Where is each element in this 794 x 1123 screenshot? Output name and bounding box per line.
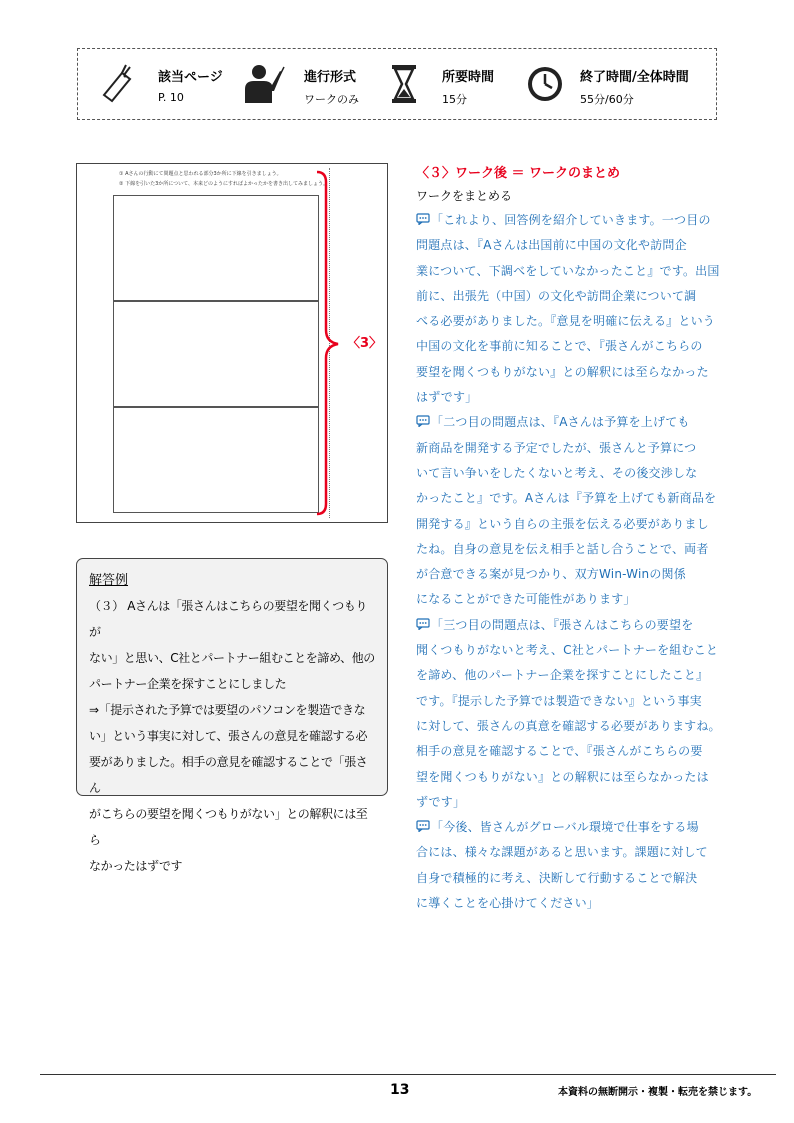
answer-line: がこちらの要望を聞くつもりがない」との解釈には至ら bbox=[89, 807, 368, 847]
copyright-notice: 本資料の無断開示・複製・転売を禁じます。 bbox=[558, 1087, 758, 1098]
section-subtitle: ワークをまとめる bbox=[416, 189, 513, 203]
talk-line: べる必要がありました。『意見を明確に伝える』という bbox=[416, 314, 716, 329]
info-format-value: ワークのみ bbox=[304, 93, 359, 106]
speech-bubble-icon bbox=[416, 415, 430, 427]
talk-line: になることができた可能性があります」 bbox=[416, 592, 636, 607]
info-page-title: 該当ページ bbox=[158, 70, 223, 85]
presenter-icon bbox=[240, 61, 286, 107]
section-title: 〈３〉ワーク後 ＝ ワークのまとめ bbox=[416, 166, 621, 181]
talk-paragraph bbox=[416, 815, 736, 916]
talk-line: に導くことを心掛けてください」 bbox=[416, 896, 600, 911]
talk-line: 相手の意見を確認することで、『張さんがこちらの要 bbox=[416, 744, 703, 759]
bracket-label: 〈3〉 bbox=[347, 336, 383, 351]
info-duration-value: 15分 bbox=[442, 93, 467, 106]
talk-line: いて言い争いをしたくないと考え、その後交渉しな bbox=[416, 465, 698, 480]
clock-icon bbox=[524, 61, 570, 107]
answer-line: い」という事実に対して、張さんの意見を確認する必 bbox=[89, 729, 368, 743]
talk-line: 中国の文化を事前に知ることで、『張さんがこちらの bbox=[416, 339, 703, 354]
talk-line: 望を聞くつもりがない』との解釈には至らなかったは bbox=[416, 769, 709, 784]
talk-line: 問題点は、『Aさんは出国前に中国の文化や訪問企 bbox=[416, 238, 687, 253]
worksheet-answer-box bbox=[113, 301, 319, 407]
speech-bubble-icon bbox=[416, 618, 430, 630]
worksheet-instruction-1: ① Aさんの行動にて問題点と思われる部分3か所に下線を引きましょう。 bbox=[119, 171, 282, 177]
answer-line: パートナー企業を探すことにしました bbox=[89, 677, 287, 691]
book-tag-icon bbox=[96, 61, 142, 107]
info-duration-title: 所要時間 bbox=[442, 70, 495, 85]
talk-line: 開発する』という自らの主張を伝える必要がありまし bbox=[416, 516, 709, 531]
info-end-time-value: 55分/60分 bbox=[580, 93, 634, 106]
instructor-script bbox=[416, 164, 736, 916]
page-number: 13 bbox=[390, 1082, 410, 1098]
answer-line: 要がありました。相手の意見を確認することで「張さん bbox=[89, 755, 368, 795]
answer-line: ⇒「提示された予算では要望のパソコンを製造できな bbox=[89, 703, 366, 717]
talk-line: 新商品を開発する予定でしたが、張さんと予算につ bbox=[416, 440, 697, 455]
worksheet-answer-box bbox=[113, 195, 319, 301]
answer-line: ない」と思い、C社とパートナー組むことを諦め、他の bbox=[89, 651, 375, 665]
info-end-time-title: 終了時間/全体時間 bbox=[580, 70, 689, 85]
talk-paragraph bbox=[416, 613, 736, 815]
talk-line: 要望を聞くつもりがない』との解釈には至らなかった bbox=[416, 364, 709, 379]
talk-line: を諦め、他のパートナー企業を探すことにしたこと』 bbox=[416, 668, 709, 683]
talk-line: 「二つ目の問題点は、『Aさんは予算を上げても bbox=[431, 415, 690, 430]
speech-bubble-icon bbox=[416, 213, 430, 225]
talk-paragraph bbox=[416, 208, 736, 410]
info-format-title: 進行形式 bbox=[304, 70, 357, 85]
talk-line: 業について、下調べをしていなかったこと』です。出国 bbox=[416, 263, 720, 278]
answer-example-box bbox=[76, 558, 388, 873]
talk-line: です。『提示した予算では製造できない』という事実 bbox=[416, 693, 702, 708]
talk-paragraph bbox=[416, 410, 736, 612]
talk-line: 「三つ目の問題点は、『張さんはこちらの要望を bbox=[431, 617, 694, 632]
worksheet-instruction-2: ② 下線を引いた3か所について、本来どのようにすればよかったかを書き出してみましょう。 bbox=[119, 181, 329, 187]
talk-line: 合には、様々な課題があると思います。課題に対して bbox=[416, 845, 708, 860]
talk-line: 聞くつもりがないと考え、C社とパートナーを組むこと bbox=[416, 643, 719, 658]
answer-line: （３） Aさんは「張さんはこちらの要望を聞くつもりが bbox=[89, 599, 368, 639]
answer-heading: 解答例 bbox=[89, 573, 129, 588]
speech-bubble-icon bbox=[416, 820, 430, 832]
talk-line: 「今後、皆さんがグローバル環境で仕事をする場 bbox=[431, 820, 699, 835]
hourglass-icon bbox=[382, 61, 428, 107]
footer-divider bbox=[40, 1074, 776, 1075]
talk-line: が合意できる案が見つかり、双方Win-Winの関係 bbox=[416, 567, 686, 582]
talk-line: たね。自身の意見を伝え相手と話し合うことで、両者 bbox=[416, 541, 709, 556]
talk-line: はずです」 bbox=[416, 390, 478, 405]
talk-line: 前に、出張先（中国）の文化や訪問企業について調 bbox=[416, 288, 697, 303]
talk-line: 自身で積極的に考え、決断して行動することで解決 bbox=[416, 870, 698, 885]
answer-line: なかったはずです bbox=[89, 859, 183, 873]
talk-line: 「これより、回答例を紹介していきます。一つ目の bbox=[431, 213, 711, 227]
talk-line: に対して、張さんの真意を確認する必要がありますね。 bbox=[416, 718, 721, 733]
talk-line: かったこと』です。Aさんは『予算を上げても新商品を bbox=[416, 491, 717, 506]
lesson-info-box bbox=[77, 48, 717, 120]
info-page-value: P. 10 bbox=[158, 91, 184, 104]
talk-line: ずです」 bbox=[416, 794, 466, 809]
curly-brace-icon bbox=[314, 170, 344, 516]
worksheet-answer-box bbox=[113, 407, 319, 513]
